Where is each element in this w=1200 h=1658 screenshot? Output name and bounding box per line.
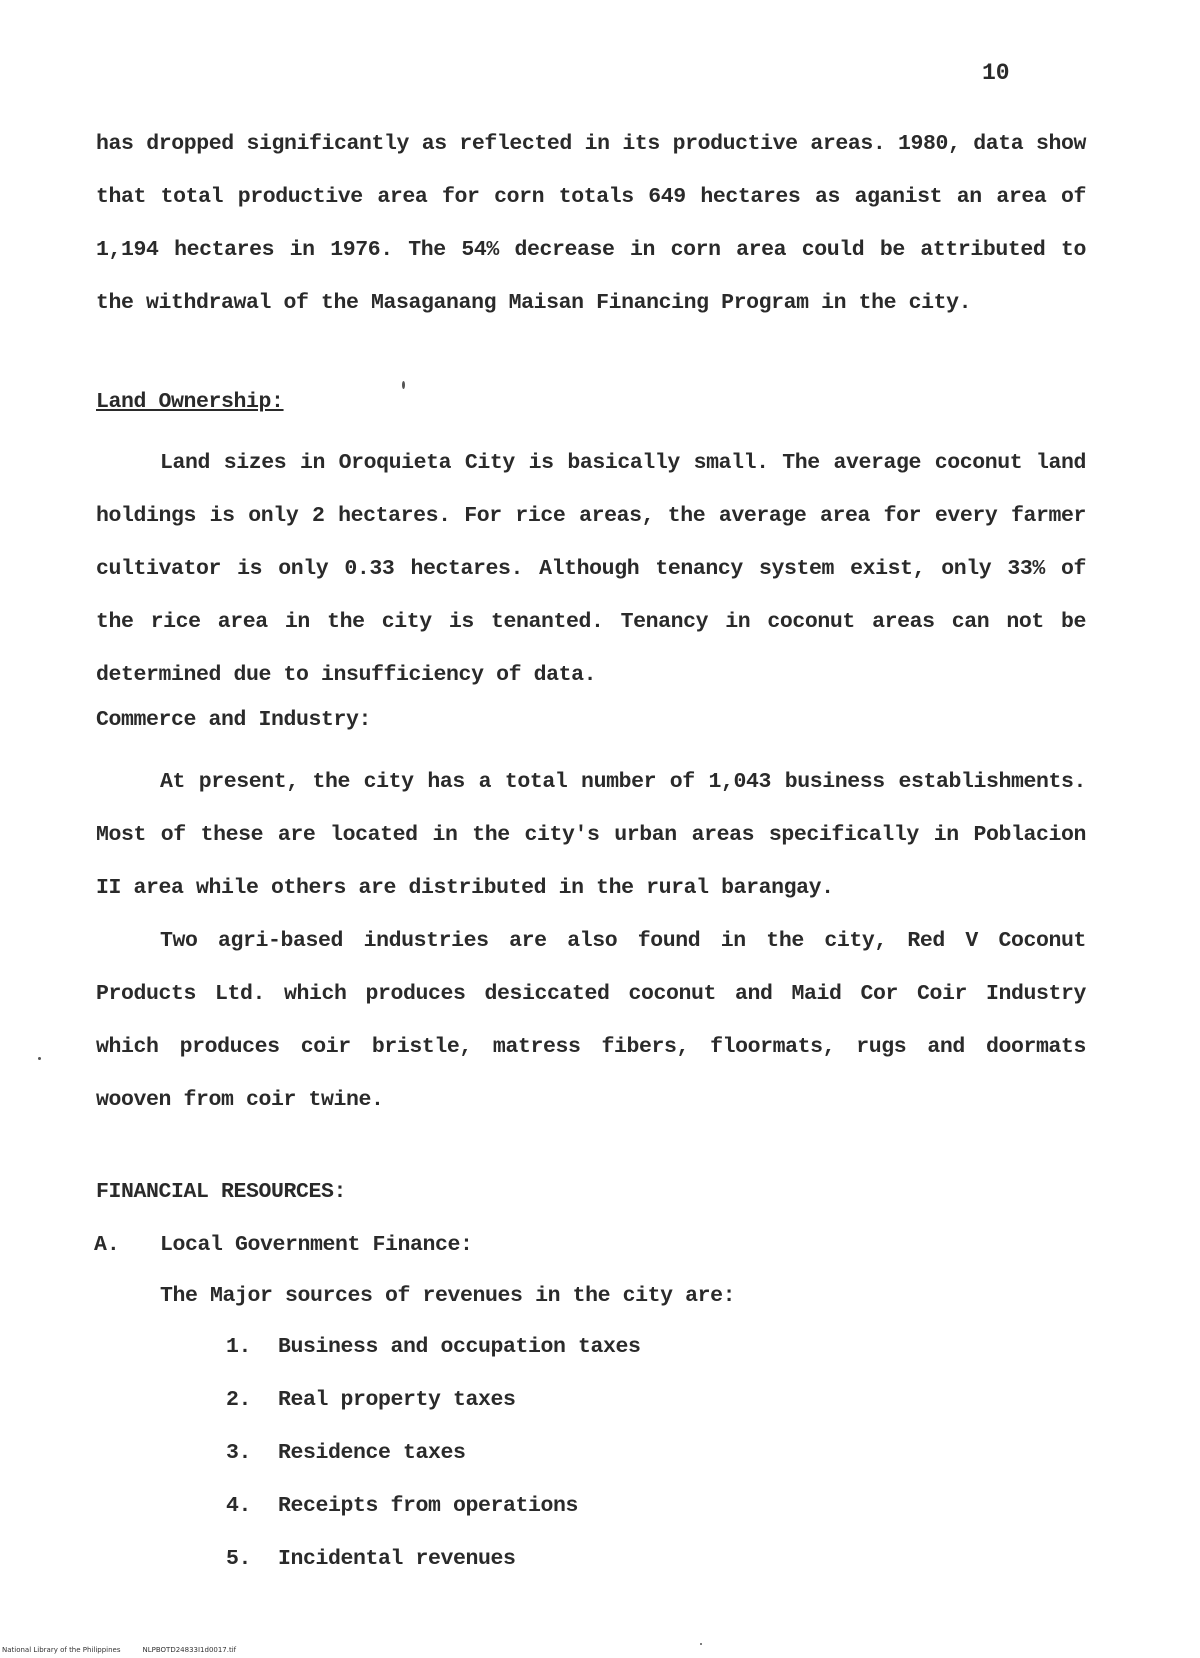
land-ownership-heading: Land Ownership: xyxy=(96,390,284,414)
list-item-label: Receipts from operations xyxy=(278,1494,579,1518)
revenue-intro: The Major sources of revenues in the city are: xyxy=(160,1284,736,1308)
commerce-industry-heading: Commerce and Industry: xyxy=(96,708,372,732)
financial-resources-heading: FINANCIAL RESOURCES: xyxy=(96,1180,347,1204)
list-item-number: 1. xyxy=(226,1335,252,1359)
section-title: Local Government Finance: xyxy=(160,1233,473,1257)
list-item xyxy=(226,1494,641,1547)
footer-library: National Library of the Philippines xyxy=(2,1646,121,1654)
footer-code: NLPBOTD24833I1d0017.tif xyxy=(142,1646,237,1654)
list-item-number: 3. xyxy=(226,1441,252,1465)
list-item xyxy=(226,1441,641,1494)
list-item xyxy=(226,1388,641,1441)
intro-paragraph: has dropped significantly as reflected in its productive areas. 1980, data show that total productive area for corn totals 649 hectares as aganist an area of 1,194 hectares in 1976. The 54% decrease in corn area could be attributed to the withdrawal of the Masaganang Maisan Financing Program in the city. xyxy=(96,132,1086,315)
list-item-label: Real property taxes xyxy=(278,1388,516,1412)
list-item-label: Incidental revenues xyxy=(278,1547,516,1571)
list-item-label: Residence taxes xyxy=(278,1441,466,1465)
scan-footer xyxy=(2,1646,236,1654)
list-item-number: 2. xyxy=(226,1388,252,1412)
revenue-sources-list xyxy=(226,1335,641,1600)
list-item-label: Business and occupation taxes xyxy=(278,1335,641,1359)
list-item-number: 4. xyxy=(226,1494,252,1518)
commerce-paragraph-1: At present, the city has a total number of 1,043 business establishments. Most of these are located in the city's urban areas specifically in Poblacion II area while others are distributed in the rural barangay. xyxy=(96,770,1086,900)
list-item xyxy=(226,1335,641,1388)
section-letter: A. xyxy=(94,1233,120,1257)
list-item xyxy=(226,1547,641,1600)
scan-speck xyxy=(38,1057,41,1060)
scan-speck xyxy=(700,1643,702,1645)
land-ownership-paragraph: Land sizes in Oroquieta City is basically small. The average coconut land holdings is only 2 hectares. For rice areas, the average area for every farmer cultivator is only 0.33 hectares. Although tenancy system exist, only 33% of the rice area in the city is tenanted. Tenancy in coconut areas can not be determined due to insufficiency of data. xyxy=(96,451,1086,687)
scan-speck xyxy=(402,381,405,389)
page-number: 10 xyxy=(982,60,1010,86)
list-item-number: 5. xyxy=(226,1547,252,1571)
commerce-paragraph-2: Two agri-based industries are also found in the city, Red V Coconut Products Ltd. which produces desiccated coconut and Maid Cor Coir Industry which produces coir bristle, matress fibers, floormats, rugs and doormats wooven from coir twine. xyxy=(96,929,1086,1112)
